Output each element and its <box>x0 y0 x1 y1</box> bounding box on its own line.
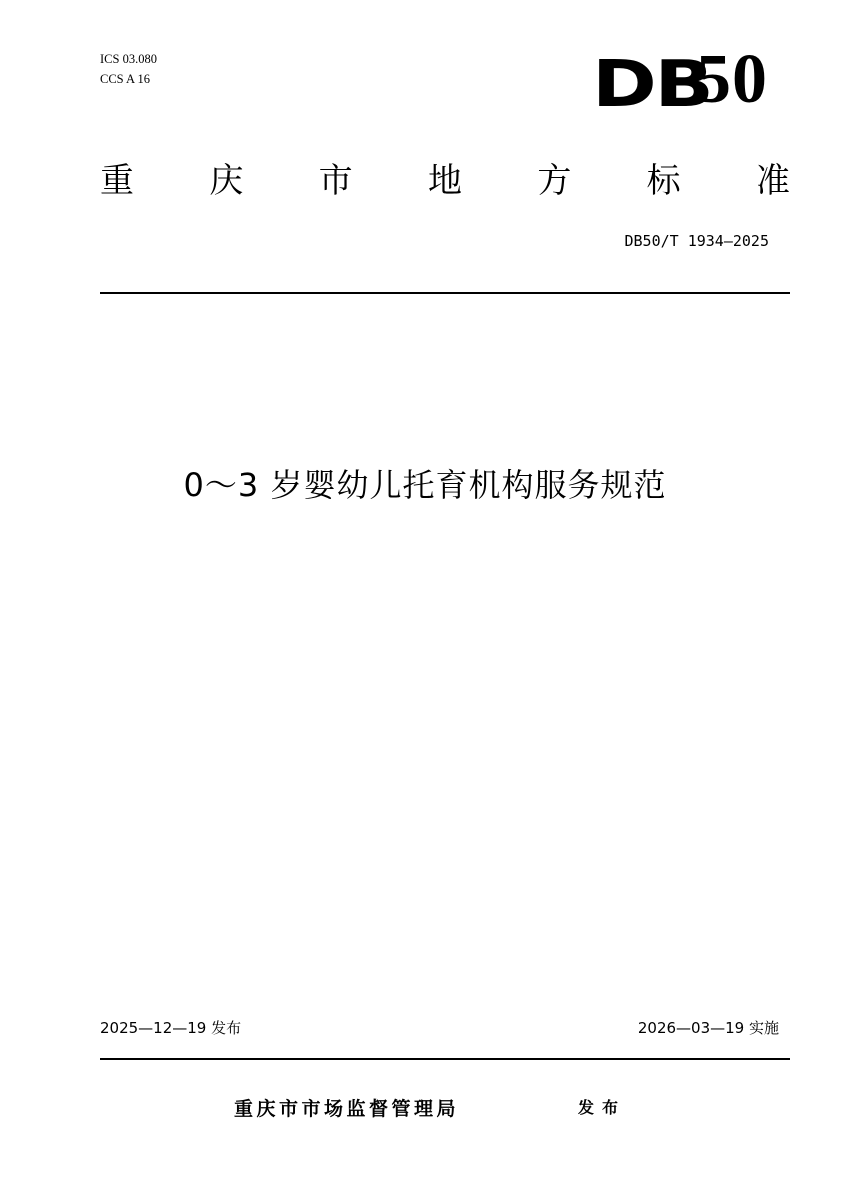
classification-codes <box>100 49 157 89</box>
standard-type-char: 方 <box>537 161 572 201</box>
logo-letters: DB <box>592 48 712 122</box>
standard-type-char: 市 <box>318 161 353 201</box>
ccs-code: CCS A 16 <box>100 72 151 86</box>
issue-word: 发布 <box>578 1098 627 1117</box>
implementation-date: 2026—03—19 实施 <box>637 1019 779 1037</box>
standard-type-char: 重 <box>100 161 134 201</box>
standard-type-char: 准 <box>755 161 790 201</box>
ics-code: ICS 03.080 <box>100 52 157 66</box>
standard-type-char: 标 <box>646 161 681 201</box>
standard-type-char: 地 <box>427 161 462 201</box>
standard-number: DB50/T 1934—2025 <box>624 232 769 250</box>
logo-number: 50 <box>696 41 768 118</box>
issuing-authority: 重庆市市场监督管理局 <box>234 1098 460 1120</box>
issue-date: 2025—12—19 发布 <box>100 1019 242 1037</box>
db50-logo <box>592 41 768 122</box>
top-divider <box>100 292 790 294</box>
bottom-divider <box>100 1058 790 1060</box>
standard-type-heading <box>100 158 790 204</box>
issuer-row <box>0 1095 850 1125</box>
document-title: 0～3 岁婴幼儿托育机构服务规范 <box>183 466 667 504</box>
standard-type-char: 庆 <box>209 161 244 201</box>
